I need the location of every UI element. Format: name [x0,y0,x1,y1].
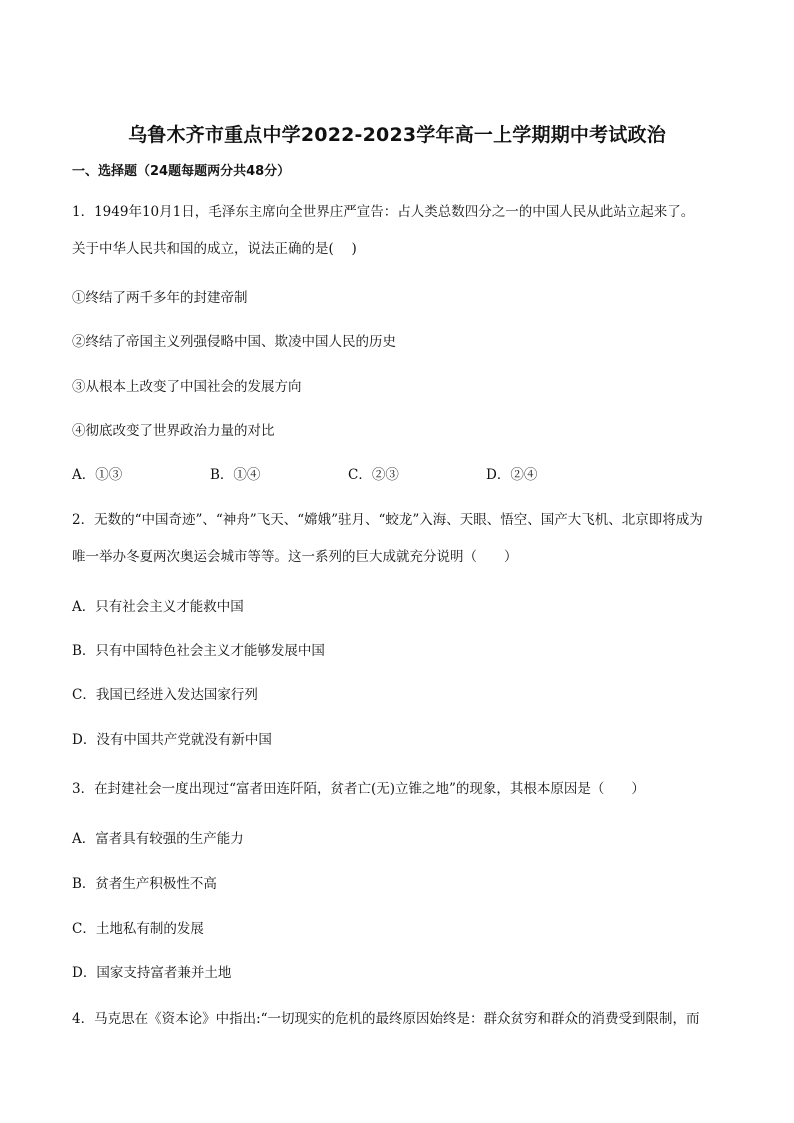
q2-option-c: C．我国已经进入发达国家行列 [72,687,258,703]
q3-stem: 3．在封建社会一度出现过“富者田连阡陌，贫者亡(无)立锥之地”的现象，其根本原因是（ ） [72,781,645,797]
q1-stem-line-1: 1．1949年10月1日，毛泽东主席向全世界庄严宣告：占人类总数四分之一的中国人民从此站立起来了。 [72,204,695,220]
q4-stem-line-1: 4．马克思在《资本论》中指出:“一切现实的危机的最终原因始终是：群众贫穷和群众的消费受到限制，而 [72,1011,700,1027]
q1-statement-1: ①终结了两千多年的封建帝制 [72,290,248,306]
q2-option-b: B．只有中国特色社会主义才能够发展中国 [72,643,325,659]
document-title: 乌鲁木齐市重点中学2022-2023学年高一上学期期中考试政治 [128,124,666,146]
q1-option-a: A．①③ [72,467,123,483]
q1-statement-2: ②终结了帝国主义列强侵略中国、欺凌中国人民的历史 [72,334,396,350]
q3-option-b: B．贫者生产积极性不高 [72,876,217,892]
q1-option-b: B．①④ [210,467,261,483]
q2-stem-line-1: 2．无数的“中国奇迹”、“神舟”飞天、“嫦娥”驻月、“蛟龙”入海、天眼、悟空、国产大飞机、北京即将成为 [72,512,703,528]
q2-stem-line-2: 唯一举办冬夏两次奥运会城市等等。这一系列的巨大成就充分说明（ ） [72,549,518,565]
q1-statement-4: ④彻底改变了世界政治力量的对比 [72,423,275,439]
section-heading: 一、选择题（24题每题两分共48分） [72,164,291,179]
q3-option-d: D．国家支持富者兼并土地 [72,965,232,981]
q2-option-a: A．只有社会主义才能救中国 [72,599,244,615]
q1-option-c: C．②③ [348,467,399,483]
q1-statement-3: ③从根本上改变了中国社会的发展方向 [72,379,302,395]
q1-option-d: D．②④ [486,467,538,483]
q2-option-d: D．没有中国共产党就没有新中国 [72,732,272,748]
q1-stem-line-2: 关于中华人民共和国的成立，说法正确的是( ) [72,241,357,257]
q3-option-a: A．富者具有较强的生产能力 [72,831,244,847]
q3-option-c: C．土地私有制的发展 [72,921,204,937]
